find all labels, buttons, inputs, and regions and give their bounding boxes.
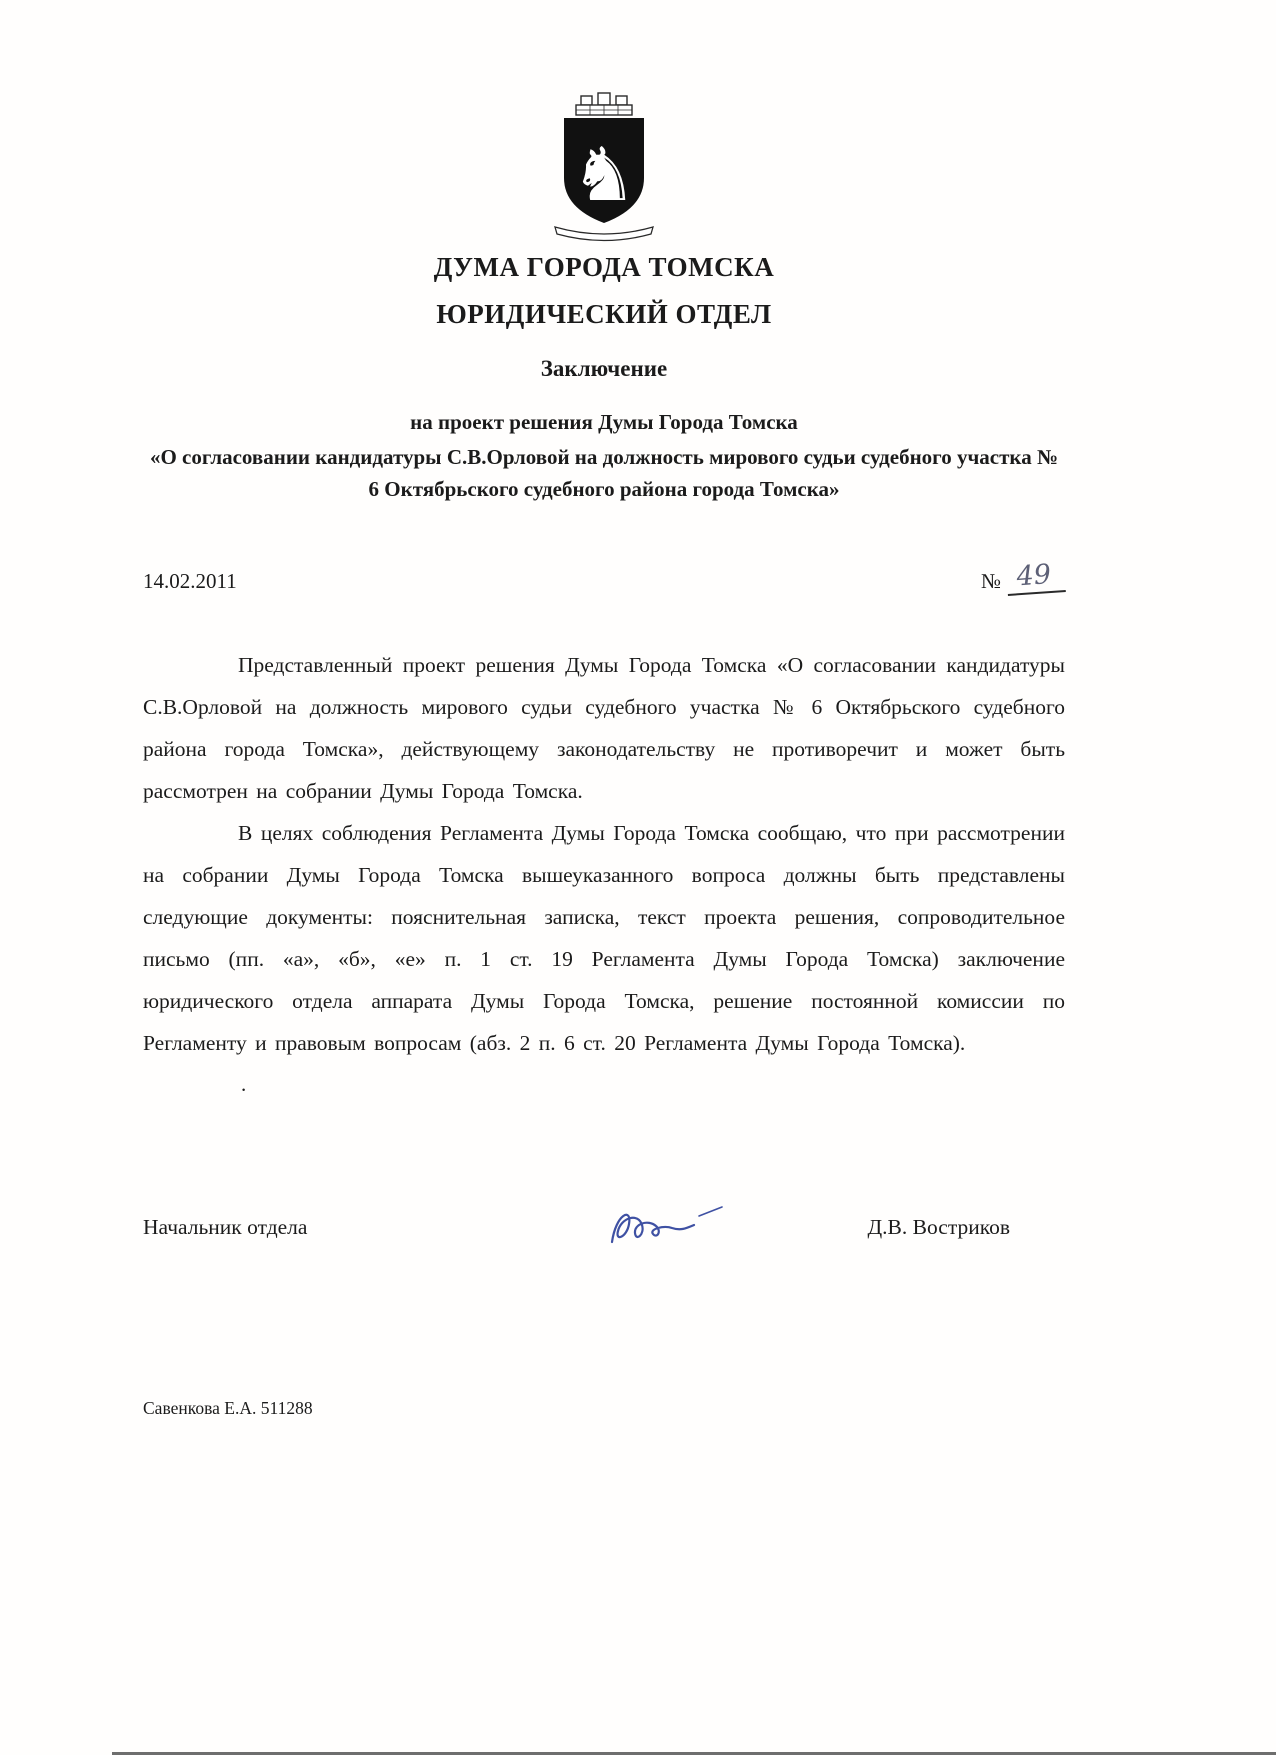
document-subject — [143, 406, 1065, 506]
ribbon-banner — [555, 227, 653, 241]
document-type-title: Заключение — [540, 356, 668, 381]
date-number-row — [143, 558, 1065, 598]
document-body — [143, 644, 1065, 1094]
tomsk-coat-of-arms-icon — [539, 92, 669, 242]
signature-row — [143, 1202, 1065, 1254]
horse-icon: ♞ — [570, 132, 638, 218]
document-number — [980, 558, 1065, 598]
signer-name: Д.В. Востриков — [867, 1215, 1010, 1240]
signer-position: Начальник отдела — [143, 1215, 308, 1240]
handwritten-signature-icon — [307, 1202, 867, 1254]
stray-period-mark: . — [241, 1071, 247, 1096]
document-content — [0, 92, 1276, 1254]
body-paragraph-1: Представленный проект решения Думы Города Томска «О согласовании кандидатуры С.В.Орловой на должность мирового судьи судебного участка № 6 Октябрьского судебного района города Томска», действующему законодательству не противоречит и может быть рассмотрен на собрании Думы Города Томска. — [143, 652, 1065, 803]
handwritten-number: 49 — [1006, 558, 1066, 596]
number-sign-label: № — [980, 568, 1001, 593]
document-date: 14.02.2011 — [143, 568, 237, 593]
department-name: ЮРИДИЧЕСКИЙ ОТДЕЛ — [436, 299, 772, 329]
subject-line-2: «О согласовании кандидатуры С.В.Орловой на должность мирового судьи судебного участка № 6 Октябрьского судебного района города Томска» — [149, 444, 1059, 502]
executor-note: Савенкова Е.А. 511288 — [143, 1398, 313, 1418]
org-name: ДУМА ГОРОДА ТОМСКА — [433, 252, 775, 282]
body-paragraph-2: В целях соблюдения Регламента Думы Города Томска сообщаю, что при рассмотрении на собрании Думы Города Томска вышеуказанного вопроса должны быть представлены следующие документы: пояснительная записка, текст проекта решения, сопроводительное письмо (пп. «а», «б», «е» п. 1 ст. 19 Регламента Думы Города Томска) заключение юридического отдела аппарата Думы Города Томска, решение постоянной комиссии по Регламенту и правовым вопросам (абз. 2 п. 6 ст. 20 Регламента Думы Города Томска). — [143, 820, 1065, 1055]
subject-line-1: на проект решения Думы Города Томска — [410, 410, 798, 434]
crown-icon — [576, 93, 632, 115]
